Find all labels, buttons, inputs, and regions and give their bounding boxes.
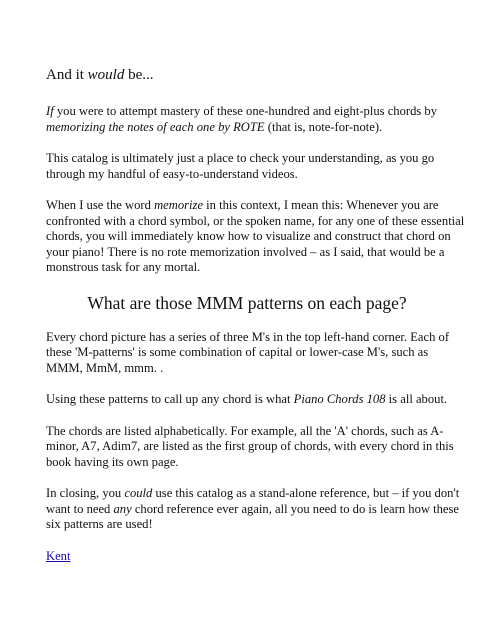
paragraph-rote	[46, 104, 466, 135]
paragraph-text: use this catalog as a stand-alone reference, but – if you don't want to need	[46, 486, 460, 516]
paragraph-text: Using these patterns to call up any chord is what	[46, 392, 294, 406]
paragraph-catalog: This catalog is ultimately just a place to check your understanding, as you go through my handful of easy-to-understand videos.	[46, 151, 435, 181]
lead-emphasis: would	[87, 67, 125, 83]
paragraph-alphabetical: The chords are listed alphabetically. For example, all the 'A' chords, such as A-minor, A7, Adim7, are listed as the first group of chords, with every chord in this book having its own page.	[46, 423, 454, 469]
paragraph-text: In closing, you	[46, 486, 125, 500]
paragraph-text: When I use the word	[46, 198, 155, 212]
author-link[interactable]: Kent	[46, 548, 71, 563]
lead-text: And it	[46, 67, 88, 83]
emphasis-memorizing: memorizing the notes of each one by ROTE	[46, 119, 265, 134]
emphasis-if: If	[46, 104, 54, 118]
paragraph-memorize	[46, 198, 466, 276]
paragraph-text: (that is, note-for-note).	[264, 119, 383, 134]
lead-line	[46, 66, 466, 84]
document-page	[46, 66, 466, 564]
paragraph-m-patterns: Every chord picture has a series of three M's in the top left-hand corner. Each of these 'M-patterns' is some combination of capital or lower-case M's, such as MMM, MmM, mmm. .	[46, 329, 450, 375]
emphasis-any: any	[113, 501, 132, 516]
lead-text-end: be...	[124, 67, 154, 83]
paragraph-closing	[46, 486, 466, 533]
paragraph-text: chord reference ever again, all you need to do is learn how these six patterns are used!	[46, 501, 459, 531]
signature	[46, 549, 466, 565]
emphasis-could: could	[124, 486, 153, 500]
emphasis-memorize: memorize	[154, 198, 204, 212]
emphasis-book-title: Piano Chords 108	[293, 392, 386, 406]
paragraph-text: you were to attempt mastery of these one-hundred and eight-plus chords by	[53, 104, 438, 118]
section-heading: What are those MMM patterns on each page?	[87, 292, 407, 313]
paragraph-text: is all about.	[385, 392, 448, 406]
paragraph-using-patterns	[46, 392, 466, 408]
paragraph-text: in this context, I mean this: Whenever you are confronted with a chord symbol, or the spoken name, for any one of these essential chords, you will immediately know how to visualize and construct that chord on your piano! There is no rote memorization involved – as I said, that would be a monstrous task for any mortal.	[46, 198, 465, 274]
